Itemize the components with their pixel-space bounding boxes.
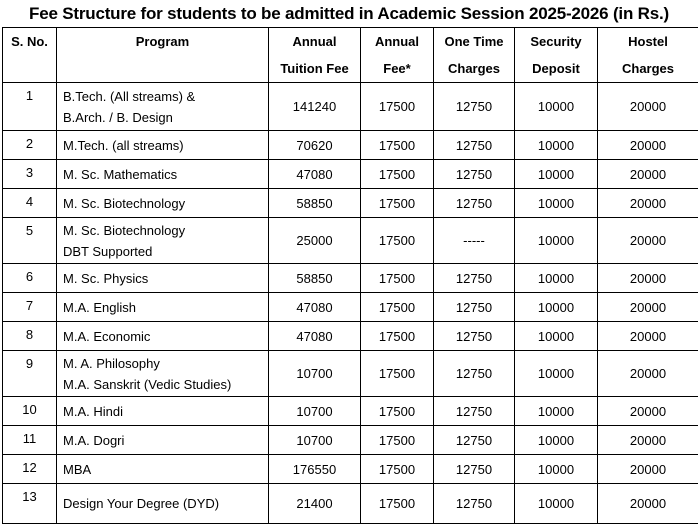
- header-text-line: Deposit: [515, 55, 597, 82]
- cell-sno: 12: [3, 455, 57, 484]
- cell-security-deposit: 10000: [515, 455, 598, 484]
- cell-sno: 13: [3, 484, 57, 524]
- cell-sno: 1: [3, 83, 57, 131]
- cell-security-deposit: 10000: [515, 484, 598, 524]
- program-line: MBA: [63, 459, 268, 480]
- cell-annual-fee: 17500: [361, 293, 434, 322]
- table-row: [3, 293, 698, 322]
- header-text-line: Security: [515, 28, 597, 55]
- table-row: [3, 83, 698, 131]
- cell-hostel-charges: 20000: [598, 83, 698, 131]
- header-text-line: Annual: [269, 28, 360, 55]
- cell-program: [57, 189, 269, 218]
- cell-sno: 7: [3, 293, 57, 322]
- cell-one-time-charges: 12750: [434, 455, 515, 484]
- cell-sno: 2: [3, 131, 57, 160]
- header-text-line: S. No.: [3, 28, 56, 55]
- program-line: M. Sc. Biotechnology: [63, 193, 268, 214]
- cell-security-deposit: 10000: [515, 218, 598, 264]
- page-title: Fee Structure for students to be admitted in Academic Session 2025-2026 (in Rs.): [0, 0, 698, 28]
- cell-one-time-charges: 12750: [434, 484, 515, 524]
- cell-one-time-charges: 12750: [434, 397, 515, 426]
- cell-program: [57, 322, 269, 351]
- cell-security-deposit: 10000: [515, 131, 598, 160]
- cell-annual-fee: 17500: [361, 397, 434, 426]
- cell-program: [57, 264, 269, 293]
- cell-program: [57, 293, 269, 322]
- header-text-line: Hostel: [598, 28, 698, 55]
- cell-hostel-charges: 20000: [598, 426, 698, 455]
- cell-hostel-charges: 20000: [598, 264, 698, 293]
- cell-program: [57, 426, 269, 455]
- cell-hostel-charges: 20000: [598, 484, 698, 524]
- cell-hostel-charges: 20000: [598, 351, 698, 397]
- cell-annual-fee: 17500: [361, 189, 434, 218]
- table-row: [3, 131, 698, 160]
- cell-annual-tuition-fee: 141240: [269, 83, 361, 131]
- cell-annual-fee: 17500: [361, 322, 434, 351]
- header-text-line: Tuition Fee: [269, 55, 360, 82]
- header-annual-tuition-fee: [269, 28, 361, 83]
- cell-annual-fee: 17500: [361, 455, 434, 484]
- cell-one-time-charges: 12750: [434, 264, 515, 293]
- cell-security-deposit: 10000: [515, 160, 598, 189]
- table-row: [3, 160, 698, 189]
- cell-annual-tuition-fee: 10700: [269, 397, 361, 426]
- cell-annual-fee: 17500: [361, 351, 434, 397]
- cell-annual-fee: 17500: [361, 484, 434, 524]
- cell-security-deposit: 10000: [515, 426, 598, 455]
- cell-security-deposit: 10000: [515, 351, 598, 397]
- cell-sno: 3: [3, 160, 57, 189]
- cell-hostel-charges: 20000: [598, 131, 698, 160]
- cell-annual-fee: 17500: [361, 264, 434, 293]
- cell-annual-fee: 17500: [361, 83, 434, 131]
- cell-hostel-charges: 20000: [598, 455, 698, 484]
- header-security-deposit: [515, 28, 598, 83]
- cell-annual-tuition-fee: 176550: [269, 455, 361, 484]
- cell-annual-tuition-fee: 58850: [269, 189, 361, 218]
- cell-security-deposit: 10000: [515, 189, 598, 218]
- header-text-line: Charges: [434, 55, 514, 82]
- cell-sno: 10: [3, 397, 57, 426]
- program-line: M. Sc. Mathematics: [63, 164, 268, 185]
- cell-security-deposit: 10000: [515, 83, 598, 131]
- cell-annual-tuition-fee: 10700: [269, 351, 361, 397]
- program-line: M.A. Dogri: [63, 430, 268, 451]
- cell-one-time-charges: 12750: [434, 83, 515, 131]
- cell-sno: 9: [3, 351, 57, 397]
- cell-annual-tuition-fee: 47080: [269, 160, 361, 189]
- cell-program: [57, 218, 269, 264]
- cell-program: [57, 160, 269, 189]
- cell-one-time-charges: 12750: [434, 293, 515, 322]
- cell-annual-tuition-fee: 70620: [269, 131, 361, 160]
- header-hostel-charges: [598, 28, 698, 83]
- header-annual-fee: [361, 28, 434, 83]
- program-line: M.A. Economic: [63, 326, 268, 347]
- program-line: B.Arch. / B. Design: [63, 107, 268, 128]
- cell-sno: 5: [3, 218, 57, 264]
- program-line: M.A. Hindi: [63, 401, 268, 422]
- cell-sno: 6: [3, 264, 57, 293]
- cell-security-deposit: 10000: [515, 264, 598, 293]
- table-row: [3, 189, 698, 218]
- table-row: [3, 351, 698, 397]
- cell-hostel-charges: 20000: [598, 397, 698, 426]
- cell-hostel-charges: 20000: [598, 218, 698, 264]
- cell-annual-tuition-fee: 21400: [269, 484, 361, 524]
- fee-table: [2, 27, 698, 524]
- cell-program: [57, 397, 269, 426]
- cell-annual-fee: 17500: [361, 131, 434, 160]
- cell-annual-tuition-fee: 58850: [269, 264, 361, 293]
- cell-program: [57, 131, 269, 160]
- cell-annual-tuition-fee: 47080: [269, 322, 361, 351]
- cell-sno: 11: [3, 426, 57, 455]
- header-program: [57, 28, 269, 83]
- table-row: [3, 218, 698, 264]
- cell-one-time-charges: 12750: [434, 189, 515, 218]
- header-text-line: One Time: [434, 28, 514, 55]
- program-line: B.Tech. (All streams) &: [63, 86, 268, 107]
- cell-sno: 4: [3, 189, 57, 218]
- cell-annual-fee: 17500: [361, 160, 434, 189]
- cell-one-time-charges: 12750: [434, 426, 515, 455]
- cell-one-time-charges: 12750: [434, 160, 515, 189]
- table-header-row: [3, 28, 698, 83]
- header-text-line: Fee*: [361, 55, 433, 82]
- cell-one-time-charges: 12750: [434, 131, 515, 160]
- cell-security-deposit: 10000: [515, 397, 598, 426]
- cell-annual-fee: 17500: [361, 218, 434, 264]
- table-row: [3, 397, 698, 426]
- program-line: M.Tech. (all streams): [63, 135, 268, 156]
- cell-security-deposit: 10000: [515, 322, 598, 351]
- program-line: M. Sc. Biotechnology: [63, 220, 268, 241]
- cell-program: [57, 83, 269, 131]
- program-line: DBT Supported: [63, 241, 268, 262]
- table-row: [3, 426, 698, 455]
- header-sno: [3, 28, 57, 83]
- table-row: [3, 264, 698, 293]
- header-text-line: Charges: [598, 55, 698, 82]
- program-line: M.A. Sanskrit (Vedic Studies): [63, 374, 268, 395]
- program-line: M.A. English: [63, 297, 268, 318]
- cell-annual-tuition-fee: 47080: [269, 293, 361, 322]
- cell-sno: 8: [3, 322, 57, 351]
- program-line: M. Sc. Physics: [63, 268, 268, 289]
- cell-annual-tuition-fee: 25000: [269, 218, 361, 264]
- header-text-line: Annual: [361, 28, 433, 55]
- header-text-line: Program: [57, 28, 268, 55]
- table-row: [3, 455, 698, 484]
- cell-one-time-charges: 12750: [434, 351, 515, 397]
- table-body: [3, 83, 698, 524]
- program-line: M. A. Philosophy: [63, 353, 268, 374]
- table-row: [3, 322, 698, 351]
- cell-hostel-charges: 20000: [598, 160, 698, 189]
- cell-program: [57, 455, 269, 484]
- cell-annual-tuition-fee: 10700: [269, 426, 361, 455]
- cell-security-deposit: 10000: [515, 293, 598, 322]
- cell-one-time-charges: -----: [434, 218, 515, 264]
- cell-hostel-charges: 20000: [598, 293, 698, 322]
- cell-hostel-charges: 20000: [598, 322, 698, 351]
- cell-hostel-charges: 20000: [598, 189, 698, 218]
- cell-annual-fee: 17500: [361, 426, 434, 455]
- program-line: Design Your Degree (DYD): [63, 493, 268, 514]
- cell-one-time-charges: 12750: [434, 322, 515, 351]
- cell-program: [57, 351, 269, 397]
- header-one-time-charges: [434, 28, 515, 83]
